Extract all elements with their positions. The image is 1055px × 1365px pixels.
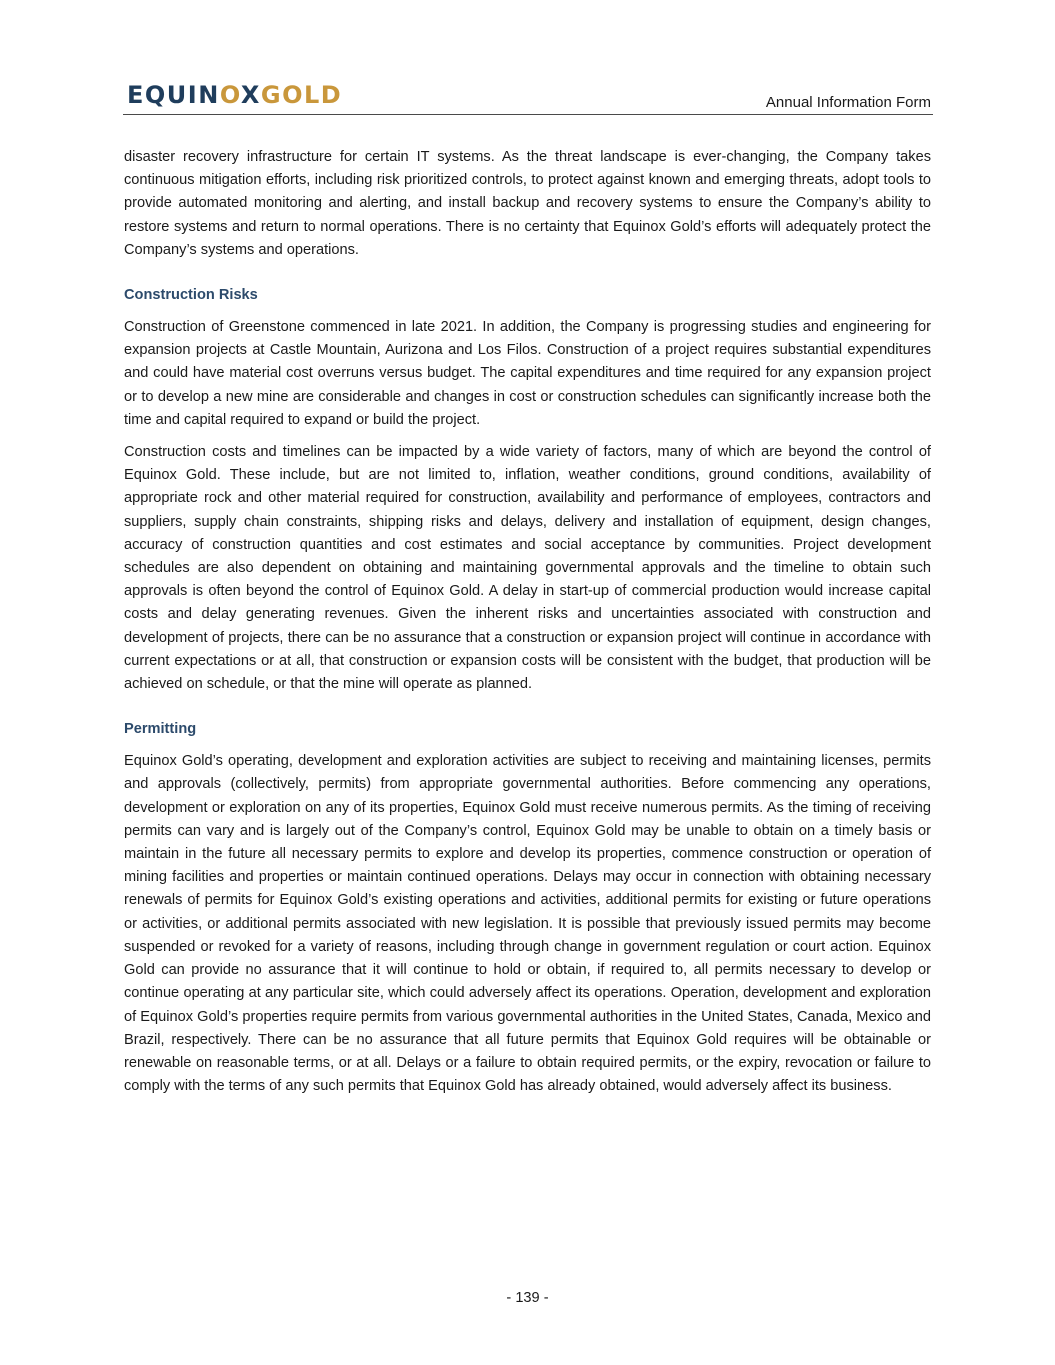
construction-paragraph-2: Construction costs and timelines can be impacted by a wide variety of factors, many of which are beyond the control of Equinox Gold. These include, but are not limited to, inflation, weather conditions, ground conditions, availability of appropriate rock and other material required for construction, availability and performance of employees, contractors and suppliers, supply chain constraints, shipping risks and delays, delivery and installation of equipment, design changes, accuracy of construction quantities and cost estimates and social acceptance by communities. Project development schedules are also dependent on obtaining and maintaining governmental approvals and the timeline to obtain such approvals is often beyond the control of Equinox Gold. A delay in start-up of commercial production would increase capital costs and delay generating revenues. Given the inherent risks and uncertainties associated with construction and development of projects, there can be no assurance that a construction or expansion project will continue in accordance with current expectations or at all, that construction or expansion costs will be consistent with the budget, that production will be achieved on schedule, or that the mine will operate as planned.	[124, 444, 931, 693]
header-divider	[123, 114, 933, 115]
logo-text-gold: GOLD	[260, 81, 343, 109]
permitting-paragraph: Equinox Gold’s operating, development and exploration activities are subject to receiving and maintaining licenses, permits and approvals (collectively, permits) from appropriate governmental authorities. Before commencing any operations, development or exploration on any of its properties, Equinox Gold must receive numerous permits. As the timing of receiving permits can vary and is largely out of the Company’s control, Equinox Gold may be unable to obtain on a timely basis or maintain in the future all necessary permits to explore and develop its properties, commence construction or operation of mining facilities and properties or maintain continued operations. Delays may occur in connection with obtaining necessary renewals of permits for Equinox Gold’s existing operations and activities, additional permits for existing or future operations or activities, or additional permits associated with new legislation. It is possible that previously issued permits may become suspended or revoked for a variety of reasons, including through change in government regulation or court action. Equinox Gold can provide no assurance that it will continue to hold or obtain, if required to, all permits necessary to develop or continue operating at any particular site, which could adversely affect its operations. Operation, development and exploration of Equinox Gold’s properties require permits from various governmental authorities in the United States, Canada, Mexico and Brazil, respectively. There can be no assurance that all future permits that Equinox Gold requires will be obtainable or renewable on reasonable terms, or at all. Delays or a failure to obtain required permits, or the expiry, revocation or failure to comply with the terms of any such permits that Equinox Gold has already obtained, would adversely affect its business.	[124, 753, 931, 1095]
page-number: - 139 -	[506, 1290, 549, 1306]
intro-paragraph: disaster recovery infrastructure for certain IT systems. As the threat landscape is ever-changing, the Company takes continuous mitigation efforts, including risk prioritized controls, to protect against known and emerging threats, adopt tools to provide automated monitoring and alerting, and install backup and recovery systems to ensure the Company’s ability to restore systems and return to normal operations. There is no certainty that Equinox Gold’s efforts will adequately protect the Company’s systems and operations.	[124, 149, 931, 258]
construction-risks-heading: Construction Risks	[124, 287, 258, 304]
page-content	[124, 146, 931, 1107]
document-title: Annual Information Form	[765, 94, 931, 111]
construction-paragraph-1: Construction of Greenstone commenced in late 2021. In addition, the Company is progressing studies and engineering for expansion projects at Castle Mountain, Aurizona and Los Filos. Construction of a project requires substantial expenditures and could have material cost overruns versus budget. The capital expenditures and time required for any expansion project or to develop a new mine are considerable and changes in cost or construction schedules can significantly increase both the time and capital required to expand or build the project.	[124, 319, 931, 428]
logo-text-o: O	[219, 81, 241, 109]
logo-text-equin: EQUIN	[127, 81, 220, 109]
company-logo	[127, 82, 342, 108]
logo-text-x: X	[240, 81, 261, 109]
permitting-heading: Permitting	[124, 721, 197, 738]
